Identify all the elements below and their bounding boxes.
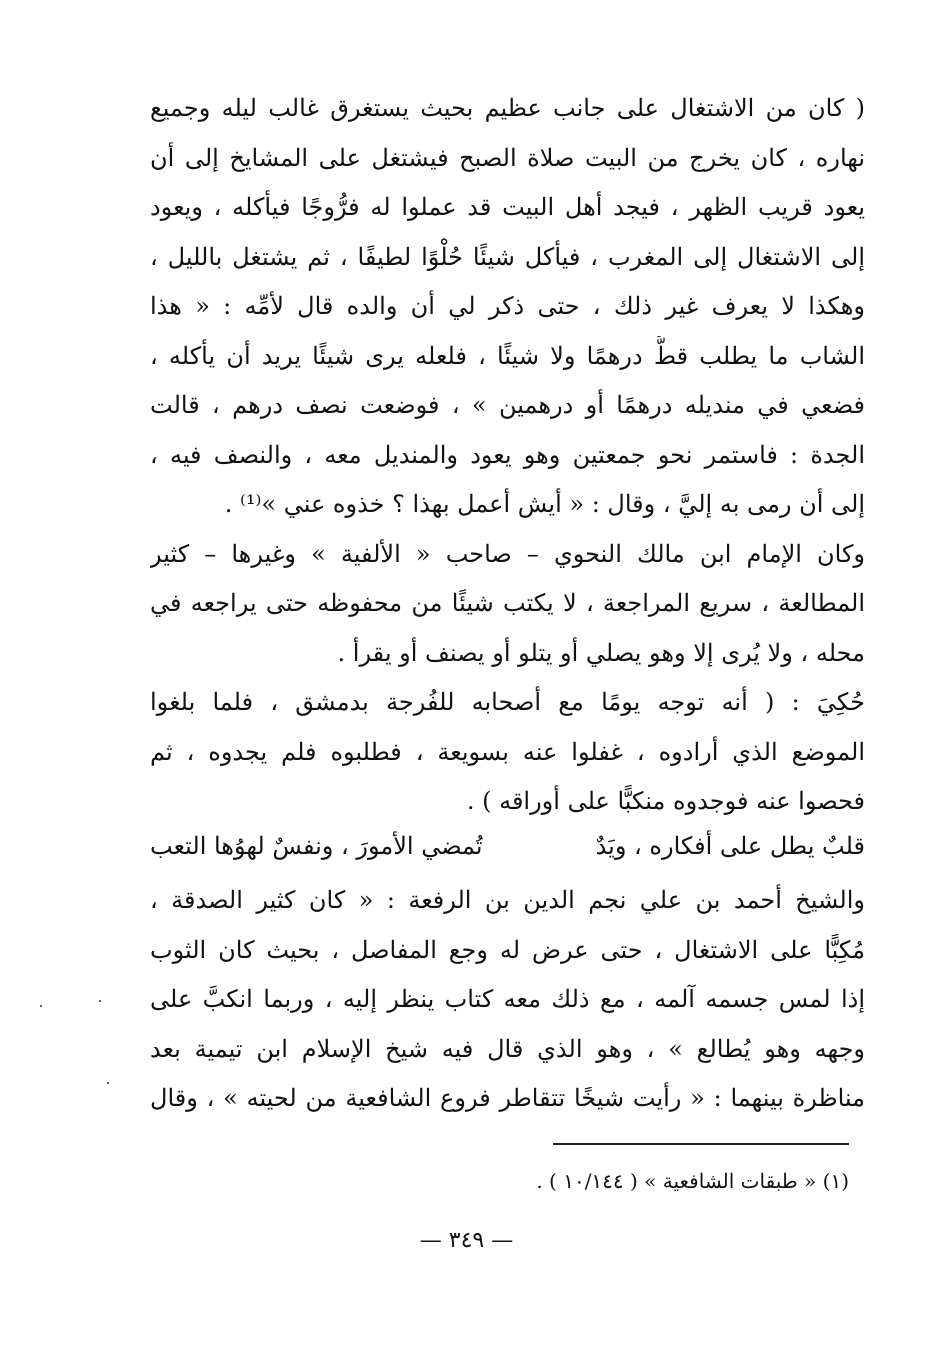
scan-speck xyxy=(40,1005,42,1007)
text-line: الشاب ما يطلب قطُّ درهمًا ولا شيئًا ، فلعله يرى شيئًا يريد أن يأكله ، xyxy=(150,341,865,370)
text-line: فحصوا عنه فوجدوه منكبًّا على أوراقه ) . xyxy=(466,787,865,815)
text-line: إذا لمس جسمه آلمه ، مع ذلك معه كتاب ينظر إليه ، وربما انكبَّ على xyxy=(150,985,865,1013)
verse-second-hemistich: تُمضي الأمورَ ، ونفسٌ لهوُها التعب xyxy=(150,832,483,860)
text-line: فضعي في منديله درهمًا أو درهمين » ، فوضعت نصف درهم ، قالت xyxy=(150,391,865,419)
text-line: يعود قريب الظهر ، فيجد أهل البيت قد عملوا له فرُّوجًا فيأكله ، ويعود xyxy=(150,193,865,221)
text-line: محله ، ولا يُرى إلا وهو يصلي أو يتلو أو يصنف أو يقرأ . xyxy=(337,638,865,667)
text-line: مُكِبًّا على الاشتغال ، حتى عرض له وجع المفاصل ، بحيث كان الثوب xyxy=(150,935,865,964)
scan-speck xyxy=(99,1000,101,1002)
text-line: والشيخ أحمد بن علي نجم الدين بن الرفعة : « كان كثير الصدقة ، xyxy=(150,886,865,914)
text-line: إلى الاشتغال إلى المغرب ، فيأكل شيئًا حُلْوًا لطيفًا ، ثم يشتغل بالليل ، xyxy=(150,242,865,271)
footnote: (١) « طبقات الشافعية » ( ١٠/١٤٤ ) . xyxy=(536,1169,849,1193)
text-line: إلى أن رمى به إليَّ ، وقال : « أيش أعمل بهذا ؟ خذوه عني »⁽¹⁾ . xyxy=(224,490,865,518)
footnote-separator xyxy=(553,1143,849,1145)
text-line: نهاره ، كان يخرج من البيت صلاة الصبح فيشتغل على المشايخ إلى أن xyxy=(150,143,865,172)
poetry-verse xyxy=(150,826,865,866)
text-line: الموضع الذي أرادوه ، غفلوا عنه بسويعة ، فطلبوه فلم يجدوه ، ثم xyxy=(150,737,865,766)
text-line: وهكذا لا يعرف غير ذلك ، حتى ذكر لي أن والده قال لأمِّه : « هذا xyxy=(150,292,865,320)
text-line: وجهه وهو يُطالع » ، وهو الذي قال فيه شيخ الإسلام ابن تيمية بعد xyxy=(150,1034,865,1063)
text-line: ( كان من الاشتغال على جانب عظيم بحيث يستغرق غالب ليله وجميع xyxy=(150,94,865,122)
verse-first-hemistich: قلبٌ يطل على أفكاره ، ويَدٌ xyxy=(595,832,865,860)
scan-speck xyxy=(107,1082,109,1084)
text-line: المطالعة ، سريع المراجعة ، لا يكتب شيئًا من محفوظه حتى يراجعه في xyxy=(150,589,865,617)
text-line: حُكِيَ : ( أنه توجه يومًا مع أصحابه للفُرجة بدمشق ، فلما بلغوا xyxy=(150,688,865,716)
page-number: — ٣٤٩ — xyxy=(419,1228,514,1253)
text-line: مناظرة بينهما : « رأيت شيخًا تتقاطر فروع الشافعية من لحيته » ، وقال xyxy=(150,1084,865,1112)
text-line: وكان الإمام ابن مالك النحوي – صاحب « الألفية » وغيرها – كثير xyxy=(150,539,865,568)
text-line: الجدة : فاستمر نحو جمعتين وهو يعود والمنديل معه ، والنصف فيه ، xyxy=(150,440,865,469)
